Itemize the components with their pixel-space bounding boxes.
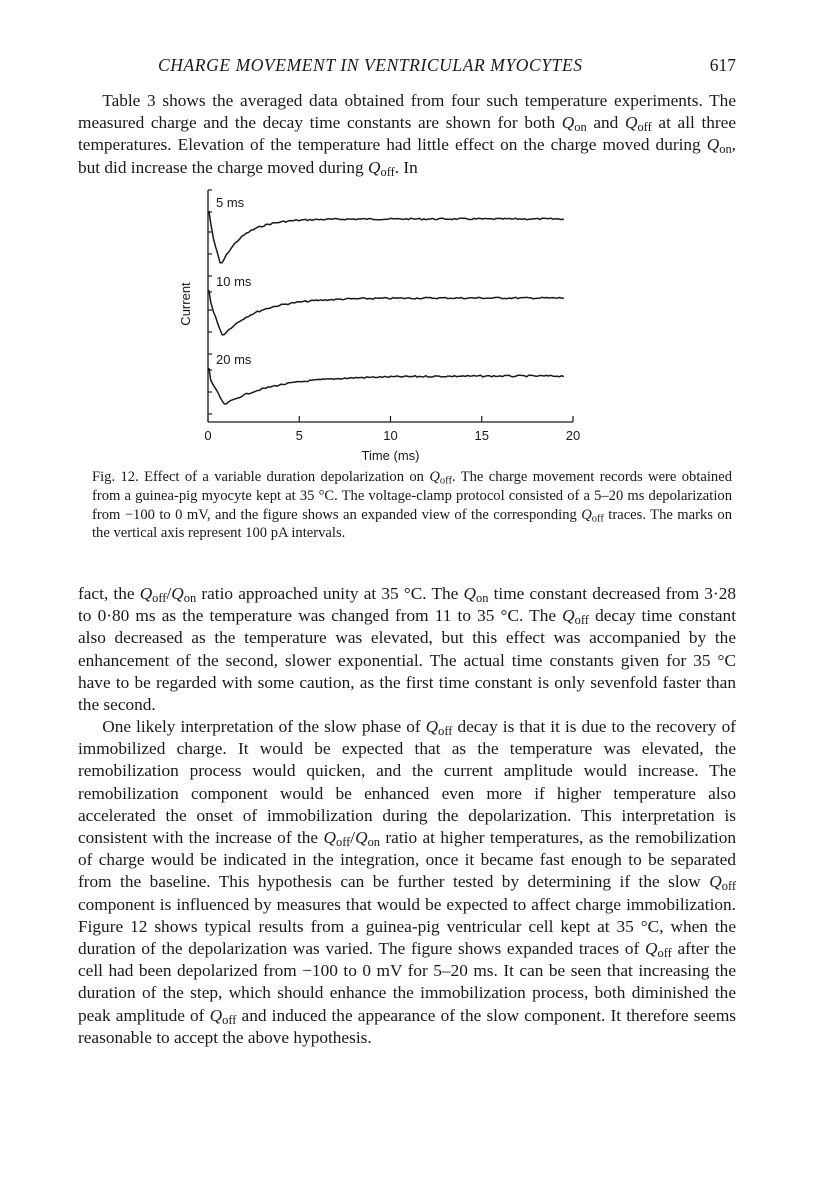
paragraph-2: fact, the $Q_{off}/Q_{on}$ ratio approached unity at 35 °C. The $Q_{on}$ time constant decreased from 3·28 to 0·80 ms as the temperature was changed from 11 to 35 °C. The $Q_{off}$ decay time constant also decreased as the temperature was elevated, but this effect was accompanied by the enhancement of the second, slower exponential. The actual time constants given for 35 °C have to be regarded with some caution, as the first time constant is only sevenfold faster than the second.	[78, 584, 736, 715]
x-tick-label: 20	[565, 428, 581, 443]
current-trace-chart	[168, 182, 608, 467]
x-axis-label: Time (ms)	[361, 448, 420, 463]
series-label: 20 ms	[216, 352, 252, 367]
trace-3	[209, 368, 564, 404]
y-axis-label: Current	[178, 282, 193, 326]
page-header	[78, 55, 736, 81]
series-label: 10 ms	[216, 274, 252, 289]
x-tick-label: 5	[295, 428, 303, 443]
paragraph-3: One likely interpretation of the slow phase of $Q_{off}$ decay is that it is due to the recovery of immobilized charge. It would be expected that as the temperature was elevated, the remobilization process would quicken, and the current amplitude would increase. The remobilization component would be enhanced even more if higher temperature also accelerated the onset of immobilization during the depolarization. This interpretation is consistent with the increase of the $Q_{off}/Q_{on}$ ratio at higher temperatures, as the remobilization of charge would be indicated in the integration, once it became fast enough to be separated from the baseline. This hypothesis can be further tested by determining if the slow $Q_{off}$ component is influenced by measures that would be expected to affect charge immobilization. Figure 12 shows typical results from a guinea-pig ventricular cell kept at 35 °C, when the duration of the depolarization was varied. The figure shows expanded traces of $Q_{off}$ after the cell had been depolarized from −100 to 0 mV for 5–20 ms. It can be seen that increasing the duration of the step, which should enhance the immobilization process, both diminished the peak amplitude of $Q_{off}$ and induced the appearance of the slow component. It therefore seems reasonable to accept the above hypothesis.	[78, 717, 737, 1047]
chart-labels	[178, 195, 580, 463]
chart-axes	[208, 190, 573, 422]
running-title: CHARGE MOVEMENT IN VENTRICULAR MYOCYTES	[158, 55, 583, 75]
figure-12	[168, 182, 608, 472]
x-tick-label: 10	[383, 428, 398, 443]
x-tick-label: 15	[474, 428, 489, 443]
paragraph-1: Table 3 shows the averaged data obtained from four such temperature experiments. The measured charge and the decay time constants are shown for both $Q_{on}$ and $Q_{off}$ at all three temperatures. Elevation of the temperature had little effect on the charge moved during $Q_{on}$, but did increase the charge moved during $Q_{off}$. In	[78, 91, 737, 179]
x-tick-label: 0	[204, 428, 212, 443]
series-label: 5 ms	[216, 195, 245, 210]
chart-traces	[209, 211, 564, 404]
trace-1	[209, 211, 564, 263]
trace-2	[209, 290, 564, 335]
page-number: 617	[709, 55, 736, 75]
figure-caption: Fig. 12. Effect of a variable duration depolarization on $Q_{off}$. The charge movement records were obtained from a guinea-pig myocyte kept at 35 °C. The voltage-clamp protocol consisted of a 5–20 ms depolarization from −100 to 0 mV, and the figure shows an expanded view of the corresponding $Q_{off}$ traces. The marks on the vertical axis represent 100 pA intervals.	[92, 469, 732, 542]
